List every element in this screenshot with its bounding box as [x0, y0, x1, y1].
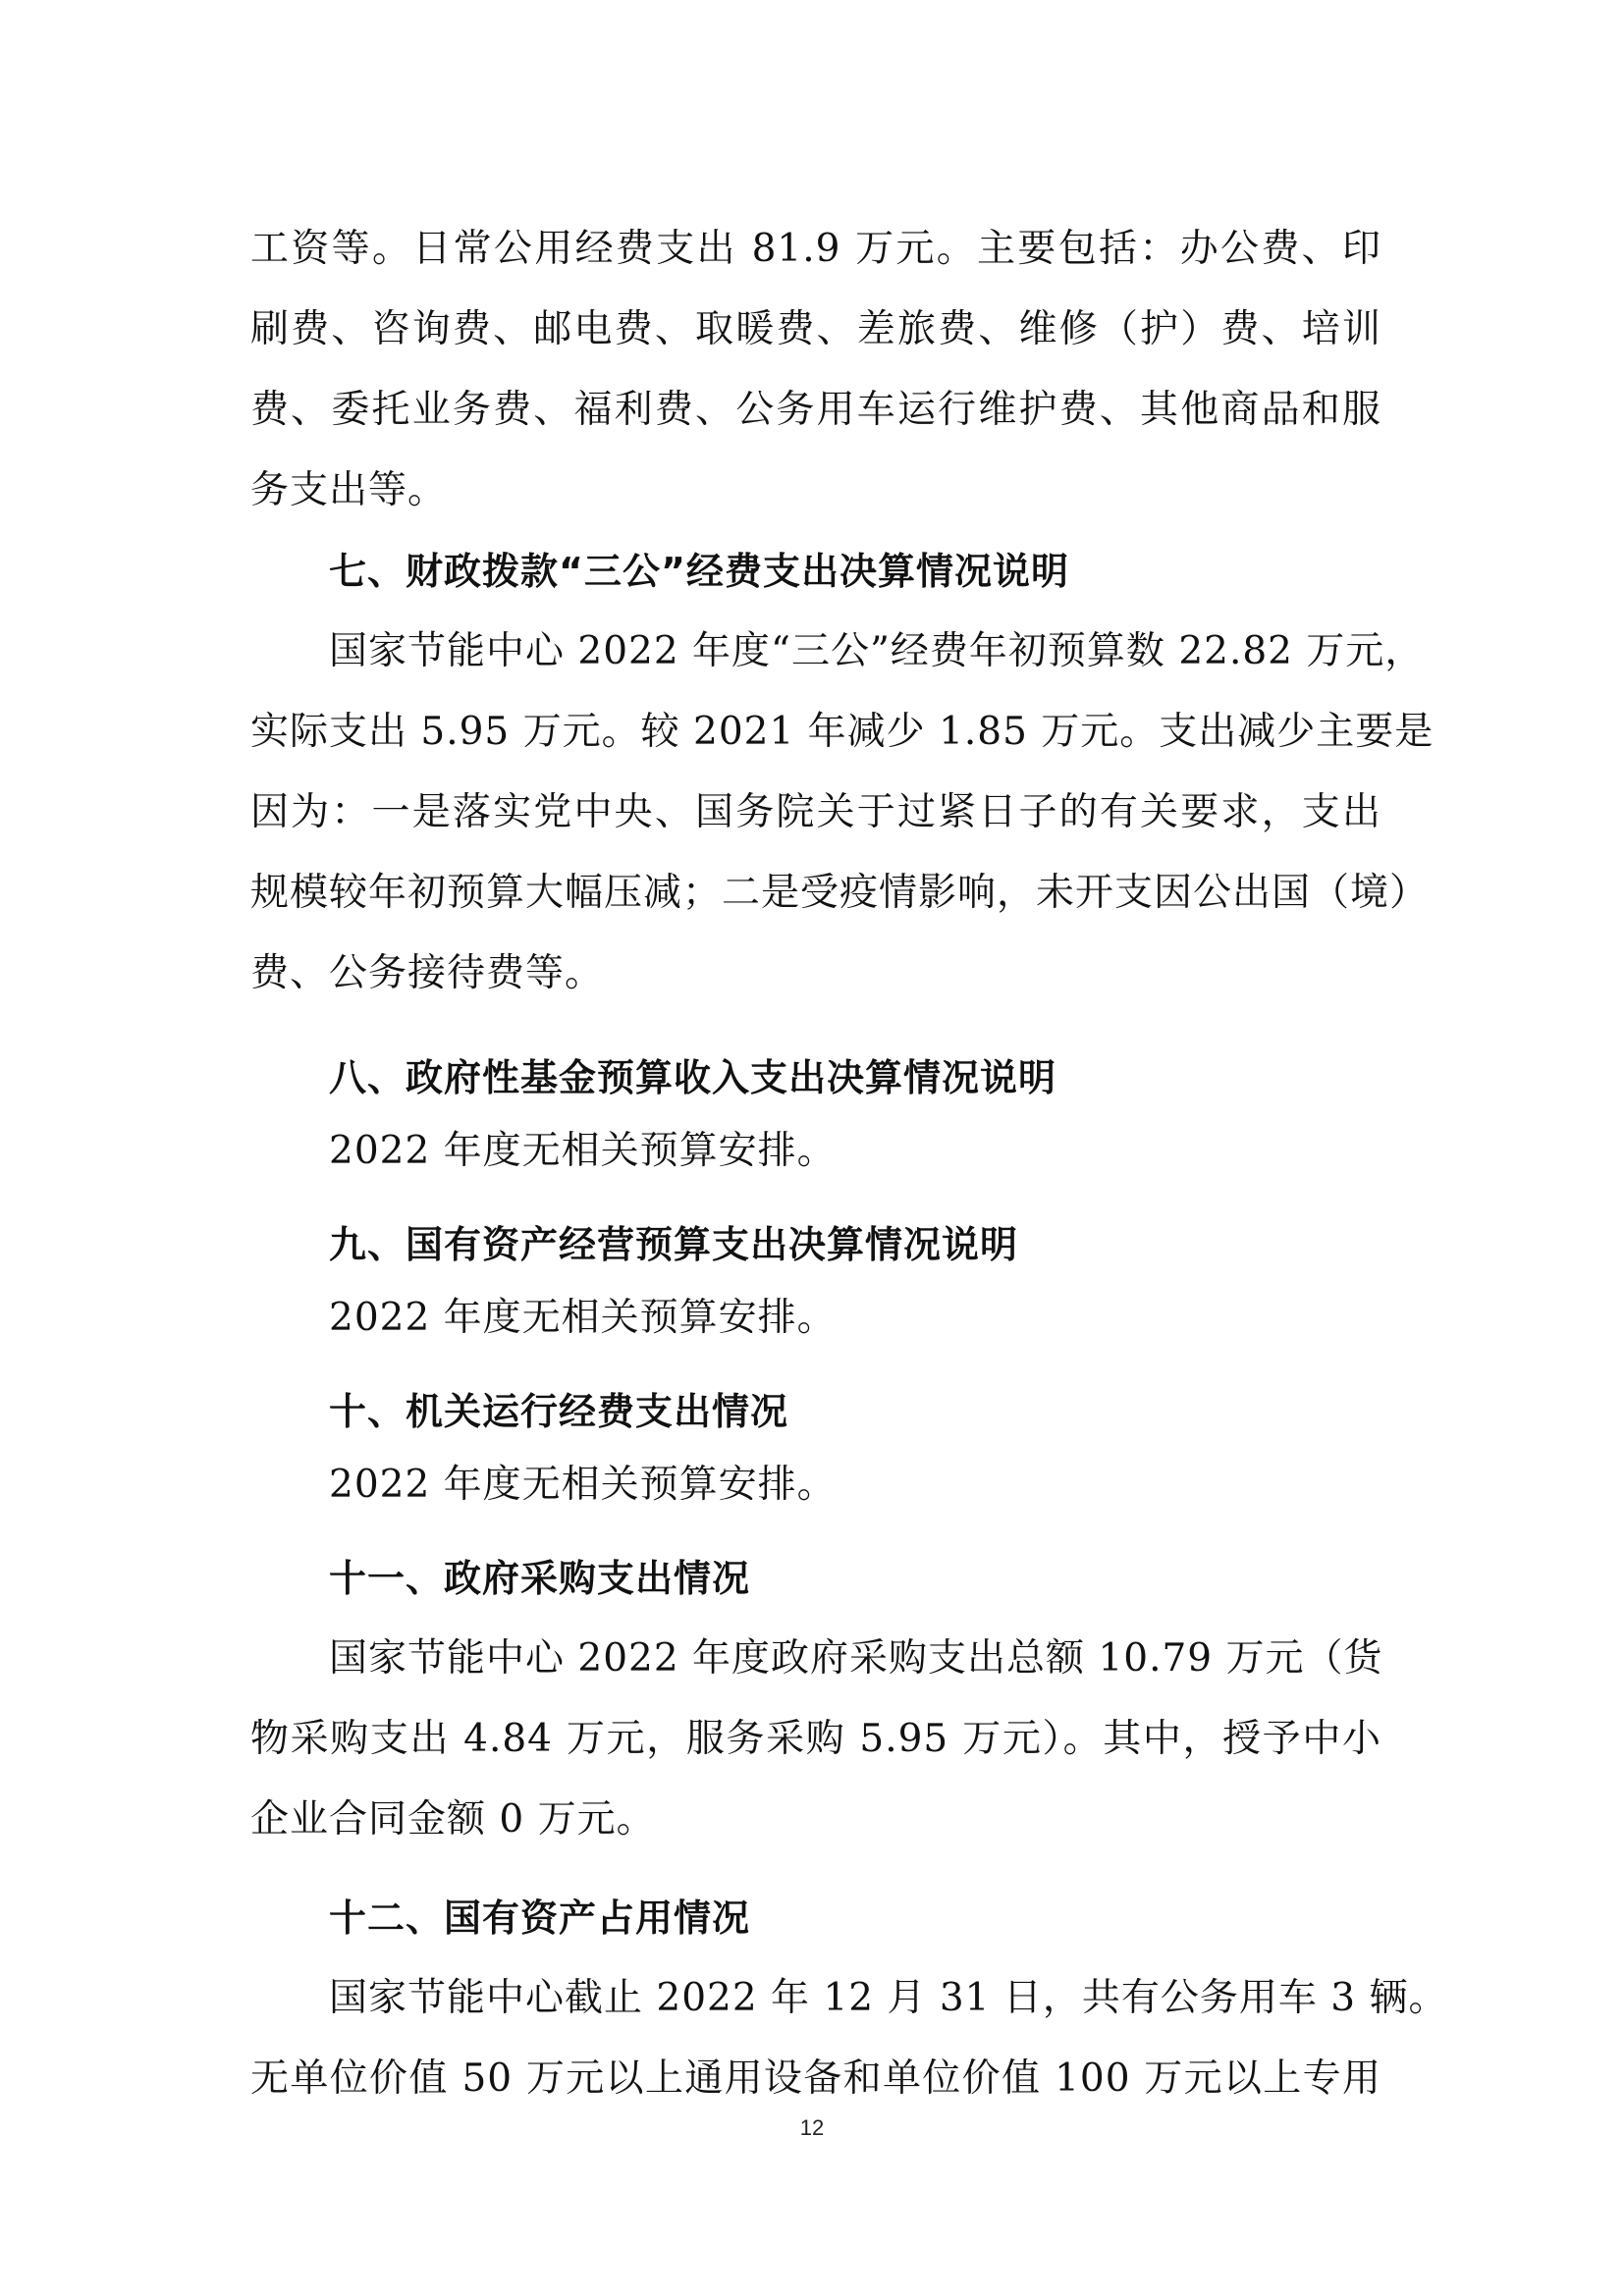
page-number: 12: [799, 2115, 825, 2140]
paragraph-line: 刷费、咨询费、邮电费、取暖费、差旅费、维修（护）费、培训: [250, 307, 1381, 351]
paragraph-line: 2022 年度无相关预算安排。: [329, 1463, 837, 1507]
section-heading-8: 八、政府性基金预算收入支出决算情况说明: [329, 1056, 1057, 1099]
paragraph-line: 国家节能中心 2022 年度政府采购支出总额 10.79 万元（货: [329, 1636, 1383, 1681]
paragraph-line: 企业合同金额 0 万元。: [250, 1797, 656, 1842]
paragraph-line: 实际支出 5.95 万元。较 2021 年减少 1.85 万元。支出减少主要是: [250, 710, 1435, 754]
paragraph-line: 无单位价值 50 万元以上通用设备和单位价值 100 万元以上专用: [250, 2056, 1381, 2101]
section-heading-10: 十、机关运行经费支出情况: [329, 1390, 789, 1433]
paragraph-line: 国家节能中心 2022 年度“三公”经费年初预算数 22.82 万元，: [329, 629, 1425, 673]
paragraph-line: 务支出等。: [250, 468, 448, 512]
section-heading-12: 十二、国有资产占用情况: [329, 1896, 751, 1940]
section-heading-9: 九、国有资产经营预算支出决算情况说明: [329, 1223, 1019, 1266]
paragraph-line: 费、公务接待费等。: [250, 951, 605, 995]
paragraph-line: 物采购支出 4.84 万元，服务采购 5.95 万元）。其中，授予中小: [250, 1717, 1381, 1761]
paragraph-line: 2022 年度无相关预算安排。: [329, 1296, 837, 1340]
paragraph-line: 规模较年初预算大幅压减；二是受疫情影响，未开支因公出国（境）: [250, 871, 1430, 915]
paragraph-line: 2022 年度无相关预算安排。: [329, 1129, 837, 1173]
section-heading-7: 七、财政拨款“三公”经费支出决算情况说明: [329, 550, 1069, 593]
paragraph-line: 费、委托业务费、福利费、公务用车运行维护费、其他商品和服: [250, 388, 1381, 432]
paragraph-line: 国家节能中心截止 2022 年 12 月 31 日，共有公务用车 3 辆。: [329, 1976, 1448, 2020]
paragraph-line: 因为：一是落实党中央、国务院关于过紧日子的有关要求，支出: [250, 790, 1381, 834]
section-heading-11: 十一、政府采购支出情况: [329, 1557, 751, 1600]
paragraph-line: 工资等。日常公用经费支出 81.9 万元。主要包括：办公费、印: [250, 227, 1381, 271]
